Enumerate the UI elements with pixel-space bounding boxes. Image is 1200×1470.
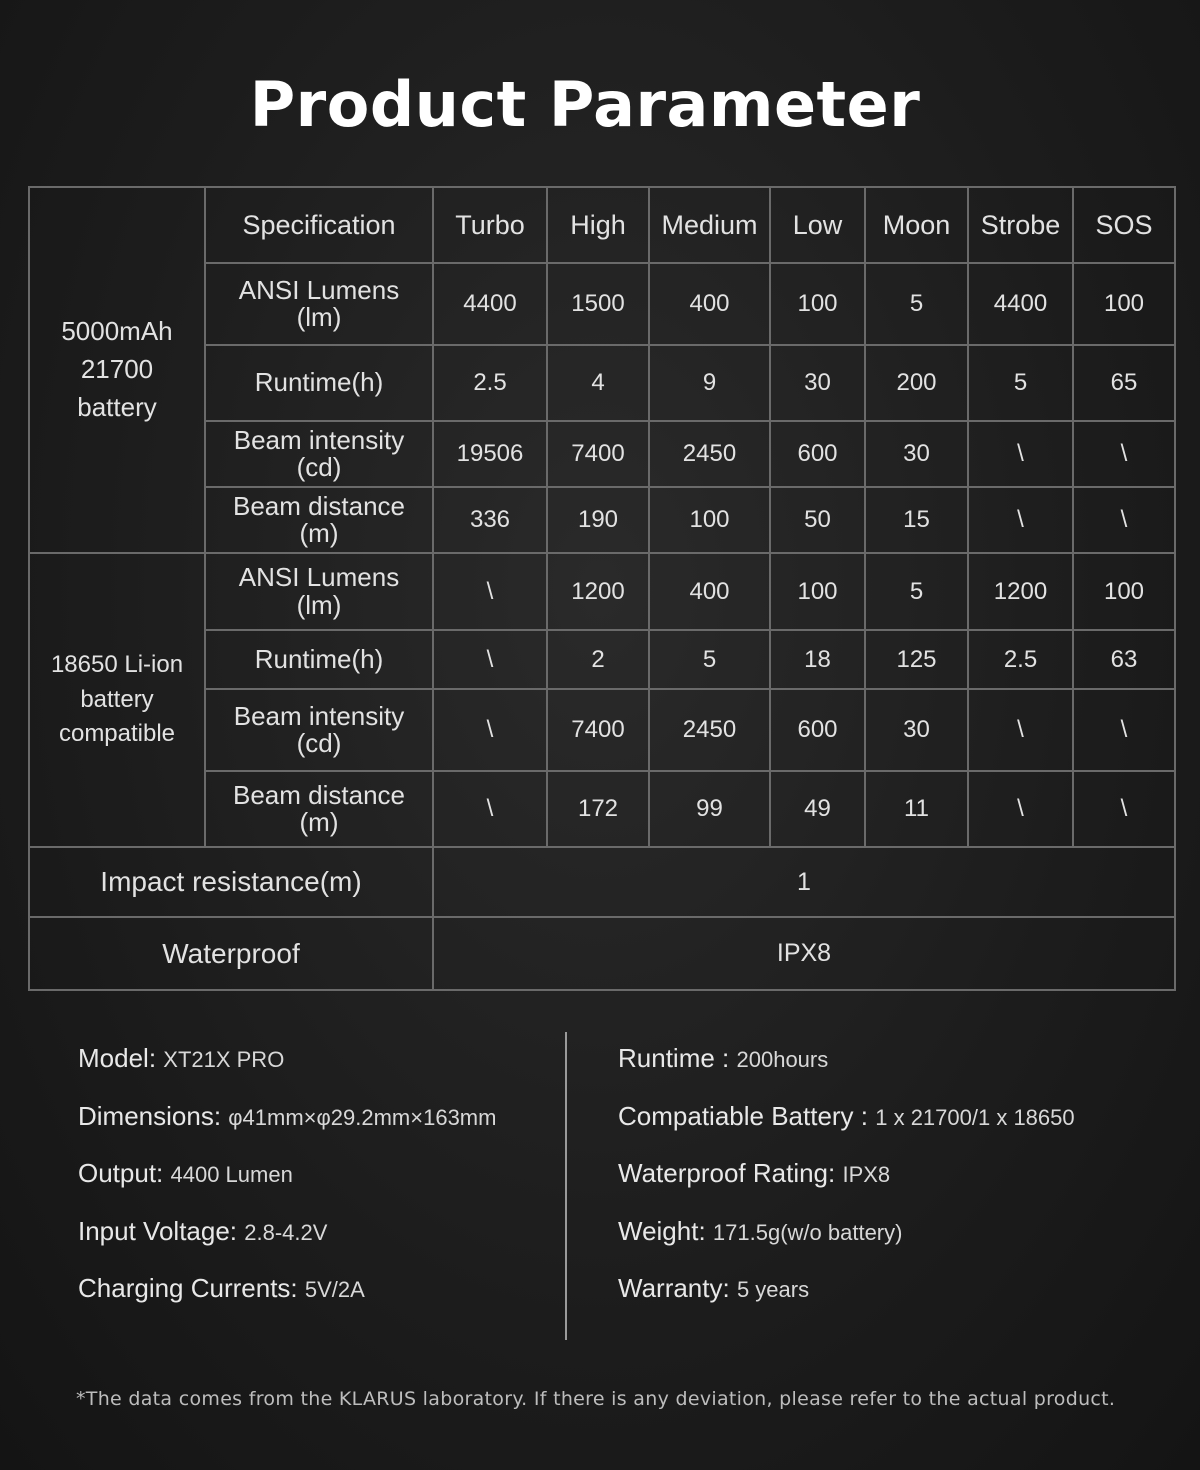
label-line: Runtime(h): [254, 367, 384, 398]
value-cell: \: [433, 630, 547, 689]
value-cell: 19506: [433, 421, 547, 487]
value-cell: 2450: [649, 689, 770, 771]
value-cell: 1200: [547, 553, 649, 630]
label-line: Beam distance: [233, 490, 405, 521]
spec-item: [618, 1203, 1075, 1261]
spec-label: Runtime :: [618, 1043, 737, 1073]
value-cell: 1500: [547, 263, 649, 345]
value-cell: 336: [433, 487, 547, 553]
label-line: (cd): [296, 452, 342, 482]
waterproof-value: IPX8: [433, 917, 1175, 990]
value-cell: 9: [649, 345, 770, 421]
spec-value: 2.8-4.2V: [244, 1219, 328, 1245]
spec-item: [618, 1030, 1075, 1088]
value-cell: 7400: [547, 689, 649, 771]
row-label: [205, 553, 433, 630]
row-label: [205, 345, 433, 421]
value-cell: 600: [770, 689, 865, 771]
row-label: [205, 487, 433, 553]
value-cell: 100: [770, 263, 865, 345]
value-cell: \: [433, 771, 547, 847]
label-line: 18650 Li-ion: [50, 650, 184, 678]
mode-header-low: Low: [770, 187, 865, 263]
label-line: (m): [299, 518, 339, 548]
value-cell: 50: [770, 487, 865, 553]
spec-label: Input Voltage:: [78, 1215, 245, 1246]
value-cell: 190: [547, 487, 649, 553]
group-label-21700: [29, 187, 205, 553]
spec-value: 171.5g(w/o battery): [712, 1219, 903, 1245]
row-label: [205, 421, 433, 487]
value-cell: \: [433, 553, 547, 630]
value-cell: 400: [649, 263, 770, 345]
value-cell: 15: [865, 487, 968, 553]
label-line: ANSI Lumens: [238, 562, 400, 593]
value-cell: 7400: [547, 421, 649, 487]
value-cell: \: [1073, 771, 1175, 847]
spec-label: Weight:: [618, 1215, 713, 1246]
value-cell: \: [968, 771, 1073, 847]
mode-header-sos: SOS: [1073, 187, 1175, 263]
spec-table: [28, 186, 1176, 991]
value-cell: \: [1073, 689, 1175, 771]
value-cell: 5: [649, 630, 770, 689]
spec-label: Charging Currents:: [78, 1273, 305, 1303]
label-line: battery: [77, 391, 157, 422]
label-line: Beam intensity: [233, 424, 405, 455]
spec-label: Compatiable Battery :: [618, 1100, 876, 1131]
value-cell: \: [968, 421, 1073, 487]
value-cell: 30: [865, 421, 968, 487]
label-line: (lm): [296, 589, 342, 620]
spec-value: IPX8: [842, 1162, 891, 1187]
vertical-divider: [565, 1032, 567, 1340]
mode-header-high: High: [547, 187, 649, 263]
value-cell: 11: [865, 771, 968, 847]
value-cell: 100: [1073, 263, 1175, 345]
value-cell: 4400: [433, 263, 547, 345]
spec-item: [78, 1145, 496, 1203]
value-cell: \: [1073, 421, 1175, 487]
spec-item: [618, 1088, 1075, 1146]
value-cell: 125: [865, 630, 968, 689]
table-row: [29, 553, 1175, 630]
mode-header-strobe: Strobe: [968, 187, 1073, 263]
row-label: [205, 771, 433, 847]
spec-value: 200hours: [736, 1047, 829, 1072]
row-label: [205, 263, 433, 345]
value-cell: \: [968, 487, 1073, 553]
value-cell: 2450: [649, 421, 770, 487]
value-cell: 5: [968, 345, 1073, 421]
value-cell: \: [1073, 487, 1175, 553]
spec-value: 5V/2A: [304, 1277, 365, 1302]
spec-value: XT21X PRO: [163, 1047, 285, 1072]
spec-item: [618, 1260, 1075, 1318]
spec-label: Model:: [78, 1043, 164, 1073]
label-line: 21700: [80, 354, 154, 385]
label-line: 5000mAh: [61, 316, 173, 347]
value-cell: 172: [547, 771, 649, 847]
spec-item: [78, 1088, 496, 1146]
spec-list-right: [618, 1030, 1075, 1318]
spec-label: Waterproof Rating:: [618, 1158, 843, 1188]
spec-label: Warranty:: [618, 1273, 737, 1303]
value-cell: 99: [649, 771, 770, 847]
value-cell: 200: [865, 345, 968, 421]
value-cell: 5: [865, 553, 968, 630]
header-row: [29, 187, 1175, 263]
spec-label: Output:: [78, 1158, 171, 1188]
value-cell: 100: [770, 553, 865, 630]
spec-list-left: [78, 1030, 496, 1318]
value-cell: 600: [770, 421, 865, 487]
row-label: [205, 689, 433, 771]
waterproof-label: Waterproof: [29, 917, 433, 990]
value-cell: 30: [865, 689, 968, 771]
spec-value: φ41mm×φ29.2mm×163mm: [228, 1104, 497, 1130]
impact-label: Impact resistance(m): [29, 847, 433, 917]
label-line: (lm): [296, 302, 342, 332]
label-line: Runtime(h): [254, 643, 384, 674]
label-line: Beam distance: [233, 779, 405, 810]
value-cell: 4: [547, 345, 649, 421]
spec-value: 4400 Lumen: [170, 1162, 293, 1187]
spec-value: 5 years: [736, 1277, 810, 1302]
value-cell: 63: [1073, 630, 1175, 689]
label-line: Beam intensity: [233, 700, 405, 731]
impact-row: [29, 847, 1175, 917]
value-cell: 65: [1073, 345, 1175, 421]
impact-value: 1: [433, 847, 1175, 917]
spec-value: 1 x 21700/1 x 18650: [875, 1104, 1075, 1130]
label-line: battery: [80, 685, 154, 713]
waterproof-row: [29, 917, 1175, 990]
value-cell: 400: [649, 553, 770, 630]
mode-header-turbo: Turbo: [433, 187, 547, 263]
row-label: [205, 630, 433, 689]
group-label-18650: [29, 553, 205, 847]
value-cell: \: [433, 689, 547, 771]
specification-header: Specification: [205, 187, 433, 263]
value-cell: 49: [770, 771, 865, 847]
value-cell: 1200: [968, 553, 1073, 630]
label-line: compatible: [58, 720, 176, 748]
value-cell: 4400: [968, 263, 1073, 345]
label-line: ANSI Lumens: [238, 274, 400, 305]
value-cell: 5: [865, 263, 968, 345]
spec-item: [78, 1203, 496, 1261]
label-line: (m): [299, 807, 339, 837]
mode-header-medium: Medium: [649, 187, 770, 263]
spec-item: [78, 1260, 496, 1318]
value-cell: 2.5: [433, 345, 547, 421]
footnote: *The data comes from the KLARUS laboratory. If there is any deviation, please refer to the actual product.: [76, 1388, 1116, 1410]
value-cell: 18: [770, 630, 865, 689]
value-cell: 100: [1073, 553, 1175, 630]
spec-item: [618, 1145, 1075, 1203]
value-cell: 100: [649, 487, 770, 553]
page-title: Product Parameter: [249, 68, 921, 141]
spec-item: [78, 1030, 496, 1088]
value-cell: 2.5: [968, 630, 1073, 689]
value-cell: 2: [547, 630, 649, 689]
value-cell: 30: [770, 345, 865, 421]
label-line: (cd): [296, 728, 342, 758]
value-cell: \: [968, 689, 1073, 771]
spec-label: Dimensions:: [78, 1100, 229, 1131]
mode-header-moon: Moon: [865, 187, 968, 263]
